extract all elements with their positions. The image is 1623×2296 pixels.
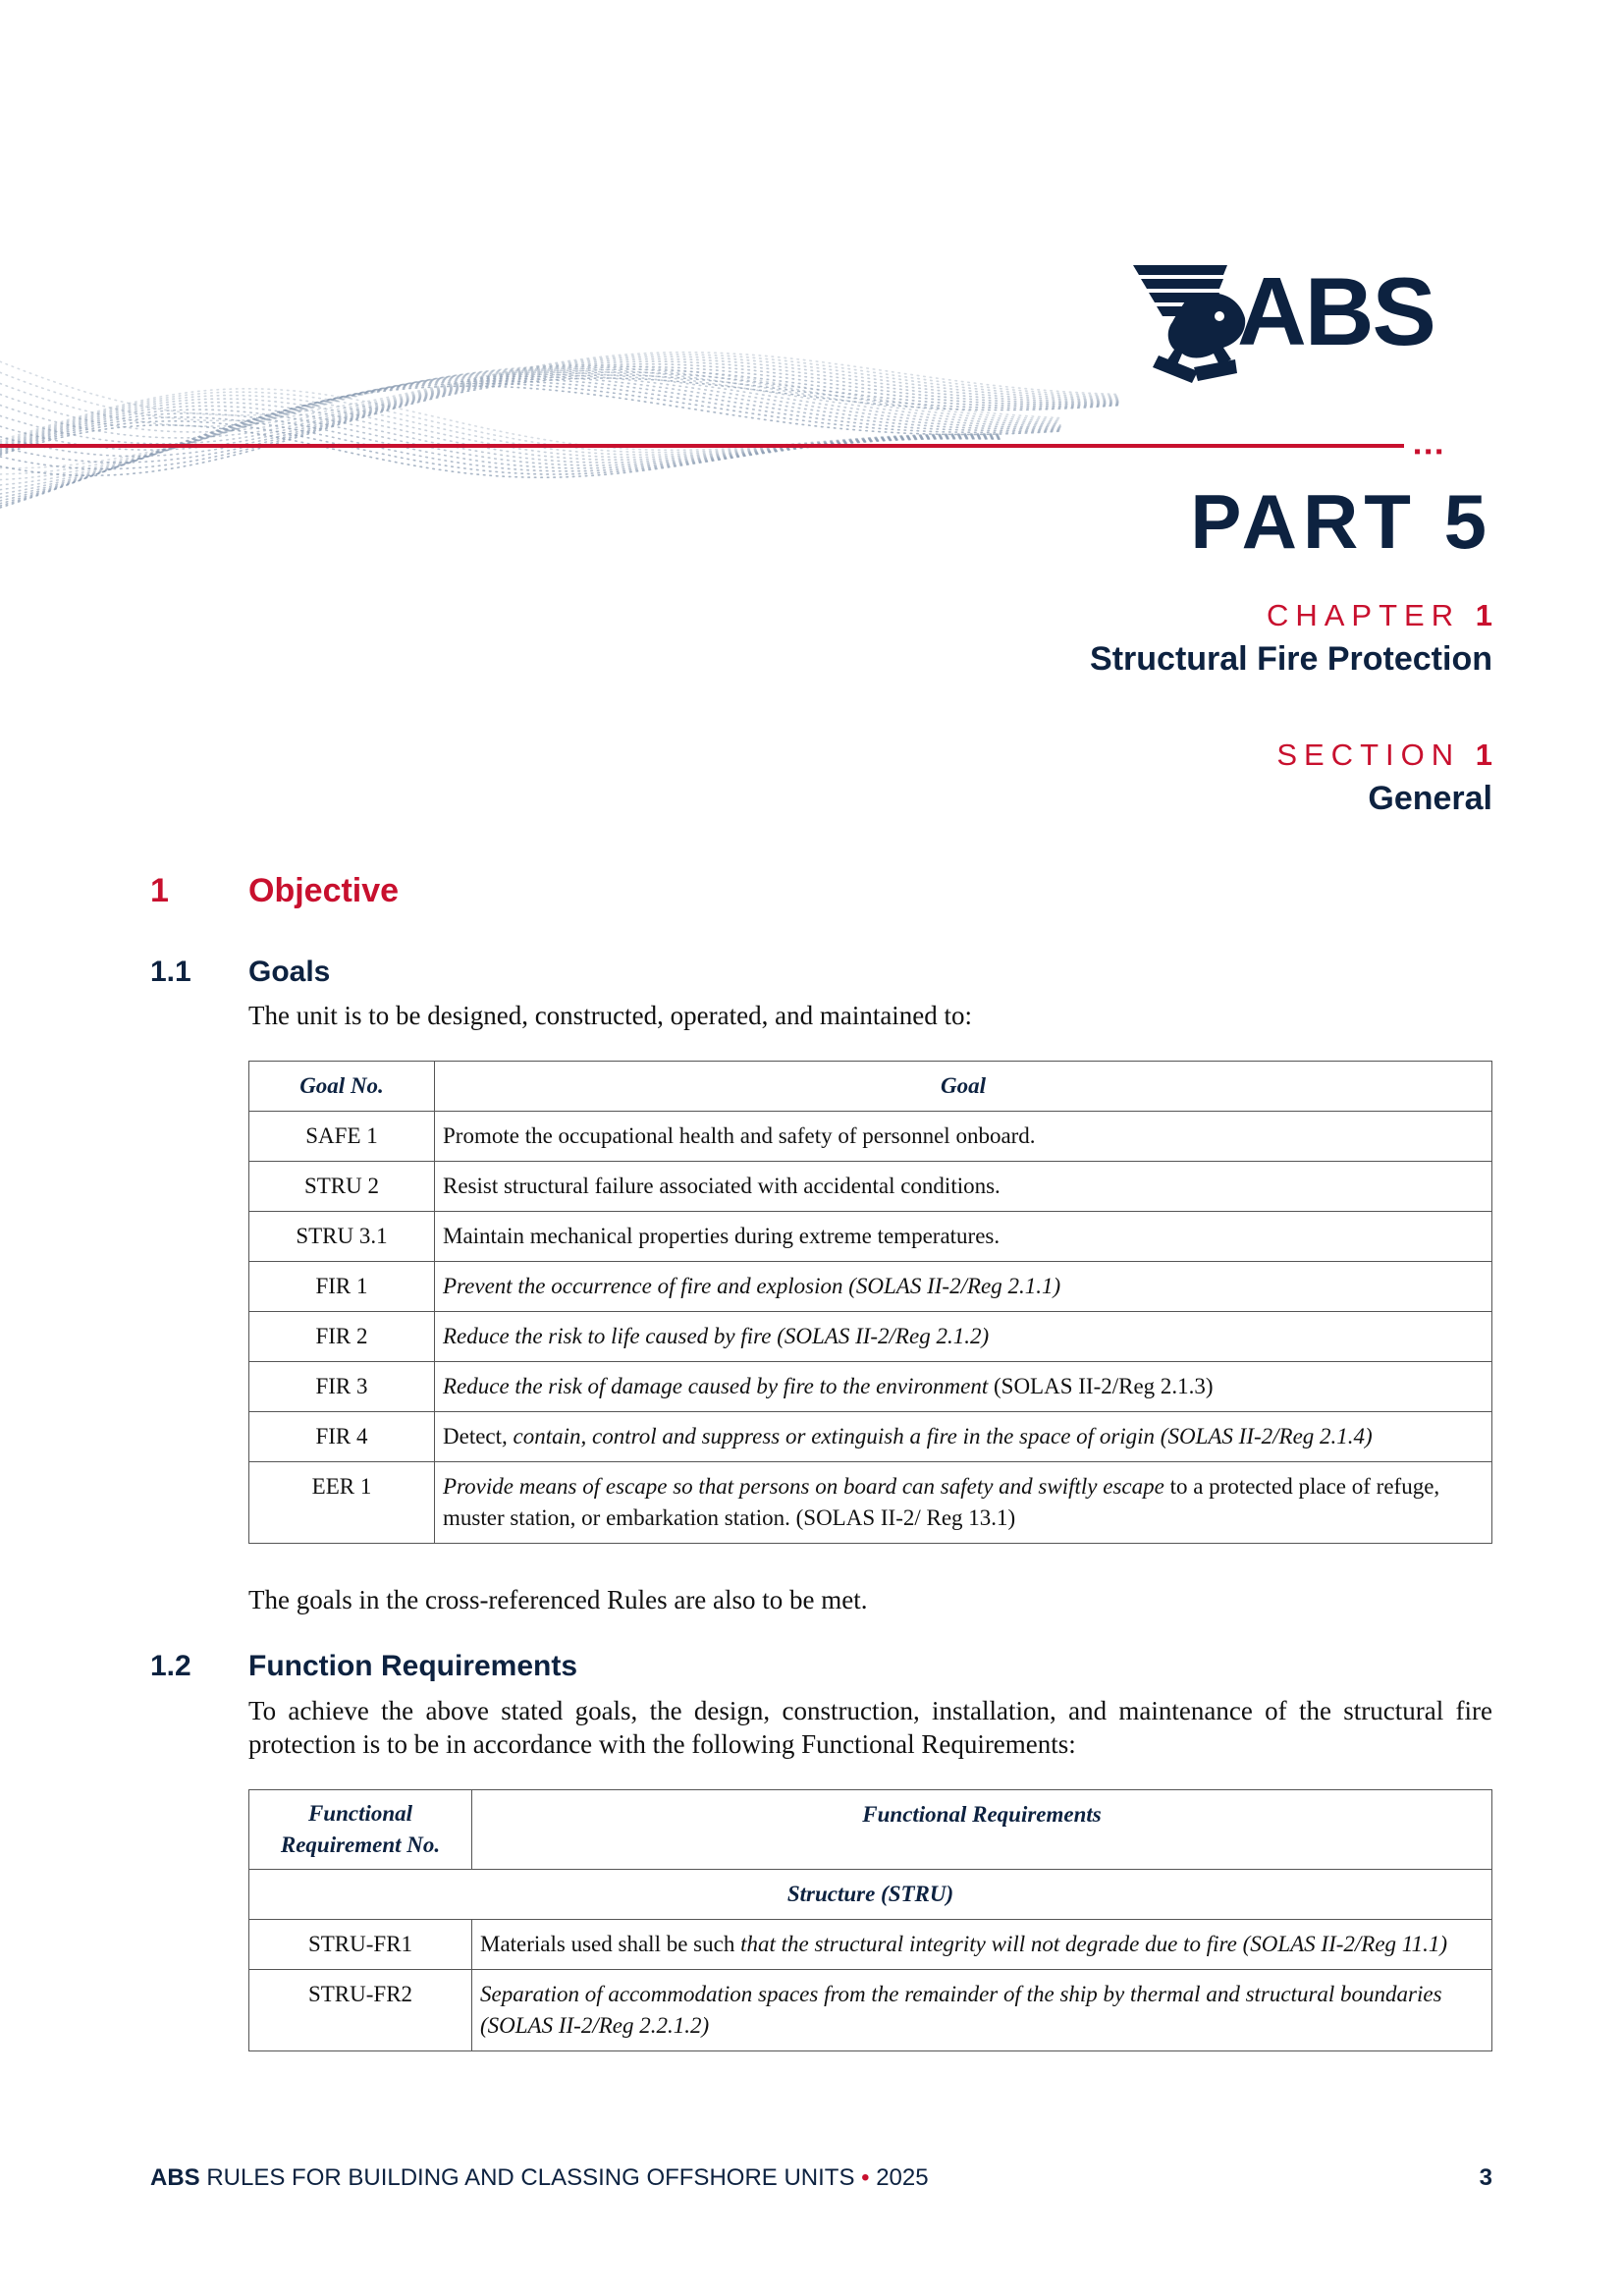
table-row	[249, 1920, 1492, 1970]
heading-function-requirements	[150, 1650, 578, 1682]
header-rule-dots: ▪▪▪	[1414, 441, 1447, 463]
wave-strand	[0, 370, 1060, 485]
goal-text-cell	[435, 1262, 1492, 1312]
table-row	[249, 1262, 1492, 1312]
table-header-row	[249, 1062, 1492, 1112]
abs-logo	[1129, 257, 1483, 395]
footer-brand: ABS	[150, 2164, 200, 2191]
footer-title: RULES FOR BUILDING AND CLASSING OFFSHORE UNITS	[206, 2164, 855, 2191]
goal-text-b: , contain, control and suppress or extinguish a fire in the space of origin (SOLAS II-2/Reg 2.1.4)	[502, 1424, 1373, 1449]
requirement-text-a: Materials used shall be such	[480, 1932, 741, 1956]
goal-text-cell	[435, 1212, 1492, 1262]
goals-table	[248, 1061, 1492, 1544]
function-requirements-intro: To achieve the above stated goals, the design, construction, installation, and maintenance of the structural fire protection is to be in accordance with the following Functional Requirements:	[248, 1696, 1492, 1759]
heading-number: 1.1	[150, 956, 191, 988]
goal-text-cell	[435, 1362, 1492, 1412]
heading-number: 1.2	[150, 1650, 191, 1682]
goal-number-cell: STRU 2	[249, 1162, 435, 1212]
requirement-text-cell	[472, 1920, 1492, 1970]
requirement-text-cell	[472, 1970, 1492, 2051]
goal-text-a: Resist structural failure associated with accidental conditions.	[443, 1174, 1001, 1198]
goal-text-b: Provide means of escape so that persons on board can safety and swiftly escape	[443, 1474, 1164, 1499]
requirement-number-cell: STRU-FR1	[249, 1920, 472, 1970]
wave-strand	[0, 425, 1001, 477]
section-title: General	[1368, 780, 1492, 817]
heading-text: Function Requirements	[248, 1650, 578, 1682]
goal-text-b: Prevent the occurrence of fire and explosion (SOLAS II-2/Reg 2.1.1)	[443, 1274, 1061, 1298]
goals-outro: The goals in the cross-referenced Rules are also to be met.	[248, 1585, 868, 1614]
goal-number-cell: STRU 3.1	[249, 1212, 435, 1262]
table-group-row	[249, 1870, 1492, 1920]
goal-text-c: to a protected place of refuge, muster station, or embarkation station. (SOLAS II-2/ Reg 13.1)	[443, 1474, 1440, 1530]
goal-text-cell	[435, 1112, 1492, 1162]
table-row	[249, 1212, 1492, 1262]
heading-text: Goals	[248, 956, 331, 988]
goal-number-cell: EER 1	[249, 1462, 435, 1544]
header-rule	[0, 444, 1404, 448]
column-header: Functional Requirement No.	[249, 1790, 472, 1870]
column-header: Functional Requirements	[472, 1790, 1492, 1870]
wave-strand	[0, 379, 1060, 501]
goal-text-a: Maintain mechanical properties during extreme temperatures.	[443, 1224, 1001, 1248]
footer-bullet: •	[861, 2164, 870, 2191]
footer-year: 2025	[876, 2164, 929, 2191]
goal-text-cell	[435, 1462, 1492, 1544]
goal-text-c: (SOLAS II-2/Reg 2.1.3)	[988, 1374, 1214, 1398]
chapter-number: 1	[1475, 598, 1492, 632]
goal-number-cell: SAFE 1	[249, 1112, 435, 1162]
table-row	[249, 1162, 1492, 1212]
goal-text-b: Reduce the risk to life caused by fire (SOLAS II-2/Reg 2.1.2)	[443, 1324, 990, 1348]
part-title: PART 5	[1190, 478, 1492, 565]
goal-text-a: Detect	[443, 1424, 503, 1449]
heading-number: 1	[150, 872, 169, 909]
goal-number-cell: FIR 3	[249, 1362, 435, 1412]
goal-text-cell	[435, 1412, 1492, 1462]
table-row	[249, 1462, 1492, 1544]
goal-number-cell: FIR 2	[249, 1312, 435, 1362]
chapter-label: CHAPTER 1	[1266, 598, 1492, 632]
page-number: 3	[1479, 2164, 1492, 2191]
page-footer	[150, 2166, 1492, 2190]
goal-number-cell: FIR 4	[249, 1412, 435, 1462]
goal-text-b: Reduce the risk of damage caused by fire to the environment	[443, 1374, 989, 1398]
column-header: Goal	[435, 1062, 1492, 1112]
goal-text-a: Promote the occupational health and safety of personnel onboard.	[443, 1123, 1036, 1148]
goals-intro: The unit is to be designed, constructed, operated, and maintained to:	[248, 1001, 973, 1030]
goal-number-cell: FIR 1	[249, 1262, 435, 1312]
functional-requirements-table	[248, 1789, 1492, 2051]
section-label: SECTION 1	[1276, 738, 1492, 772]
goal-text-cell	[435, 1162, 1492, 1212]
table-header-row	[249, 1790, 1492, 1870]
section-number: 1	[1475, 738, 1492, 772]
column-header: Goal No.	[249, 1062, 435, 1112]
table-row	[249, 1362, 1492, 1412]
heading-objective	[150, 872, 400, 909]
heading-goals	[150, 956, 331, 988]
logo-wordmark: ABS	[1237, 257, 1434, 365]
requirement-text-b: that the structural integrity will not degrade due to fire (SOLAS II-2/Reg 11.1)	[740, 1932, 1448, 1956]
goal-text-cell	[435, 1312, 1492, 1362]
table-row	[249, 1412, 1492, 1462]
requirement-number-cell: STRU-FR2	[249, 1970, 472, 2051]
group-header: Structure (STRU)	[249, 1870, 1492, 1920]
requirement-text-b: Separation of accommodation spaces from the remainder of the ship by thermal and structural boundaries (SOLAS II-2/Reg 2.2.1.2)	[480, 1982, 1442, 2038]
heading-text: Objective	[248, 872, 400, 909]
table-row	[249, 1312, 1492, 1362]
chapter-title: Structural Fire Protection	[1090, 640, 1492, 678]
table-row	[249, 1970, 1492, 2051]
table-row	[249, 1112, 1492, 1162]
